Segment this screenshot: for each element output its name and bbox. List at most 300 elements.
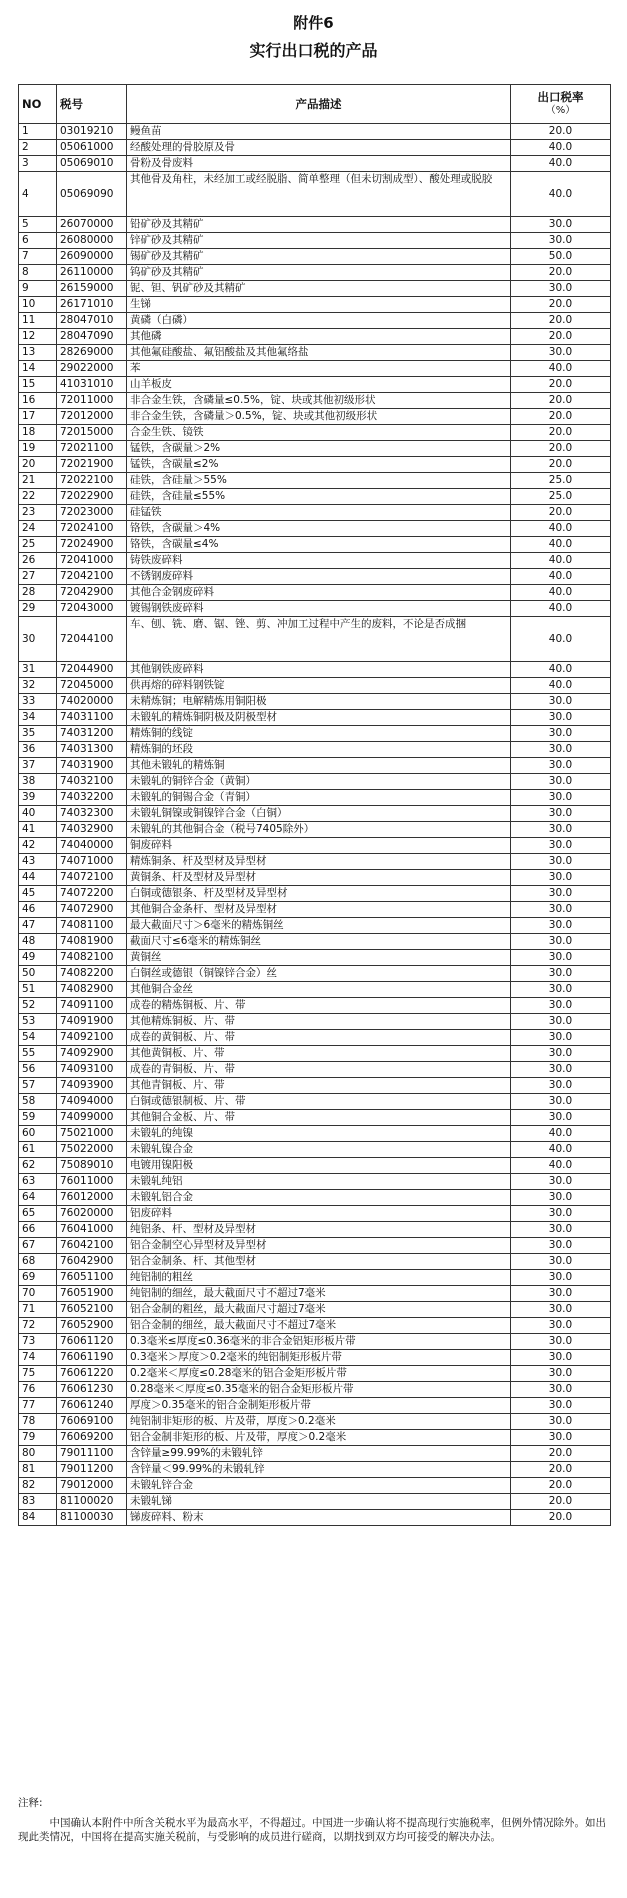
row-rate: 30.0 bbox=[511, 1302, 611, 1318]
row-no: 69 bbox=[19, 1270, 57, 1286]
row-rate: 40.0 bbox=[511, 1158, 611, 1174]
row-rate: 30.0 bbox=[511, 1094, 611, 1110]
row-no: 73 bbox=[19, 1334, 57, 1350]
row-code: 74082200 bbox=[57, 966, 127, 982]
row-description: 非合金生铁，含磷量≤0.5%，锭、块或其他初级形状 bbox=[127, 393, 511, 409]
row-description: 锌矿砂及其精矿 bbox=[127, 233, 511, 249]
row-rate: 40.0 bbox=[511, 1126, 611, 1142]
row-description: 经酸处理的骨胶原及骨 bbox=[127, 140, 511, 156]
row-code: 74072200 bbox=[57, 886, 127, 902]
row-no: 62 bbox=[19, 1158, 57, 1174]
row-rate: 25.0 bbox=[511, 489, 611, 505]
row-code: 74032900 bbox=[57, 822, 127, 838]
header-description: 产品描述 bbox=[127, 85, 511, 124]
table-row bbox=[19, 1270, 611, 1286]
row-rate: 40.0 bbox=[511, 553, 611, 569]
row-code: 72015000 bbox=[57, 425, 127, 441]
row-code: 74082900 bbox=[57, 982, 127, 998]
row-code: 74094000 bbox=[57, 1094, 127, 1110]
row-code: 26171010 bbox=[57, 297, 127, 313]
row-description: 铬铁，含碳量＞4% bbox=[127, 521, 511, 537]
table-row bbox=[19, 1398, 611, 1414]
table-row bbox=[19, 505, 611, 521]
table-row bbox=[19, 966, 611, 982]
row-code: 76042900 bbox=[57, 1254, 127, 1270]
table-row bbox=[19, 1430, 611, 1446]
row-description: 未精炼铜；电解精炼用铜阳极 bbox=[127, 694, 511, 710]
row-code: 75089010 bbox=[57, 1158, 127, 1174]
row-no: 39 bbox=[19, 790, 57, 806]
row-no: 50 bbox=[19, 966, 57, 982]
row-description: 钨矿砂及其精矿 bbox=[127, 265, 511, 281]
table-row bbox=[19, 281, 611, 297]
header-rate-label: 出口税率 bbox=[537, 90, 584, 104]
table-row bbox=[19, 1510, 611, 1526]
row-description: 硅锰铁 bbox=[127, 505, 511, 521]
row-no: 54 bbox=[19, 1030, 57, 1046]
row-description: 未锻轧纯铝 bbox=[127, 1174, 511, 1190]
row-description: 硅铁，含硅量≤55% bbox=[127, 489, 511, 505]
row-description: 铝合金制非矩形的板、片及带，厚度＞0.2毫米 bbox=[127, 1430, 511, 1446]
row-code: 28269000 bbox=[57, 345, 127, 361]
table-row bbox=[19, 918, 611, 934]
row-rate: 30.0 bbox=[511, 1398, 611, 1414]
row-description: 0.3毫米＞厚度＞0.2毫米的纯铝制矩形板片带 bbox=[127, 1350, 511, 1366]
header-rate-unit: （%） bbox=[545, 105, 576, 116]
row-rate: 40.0 bbox=[511, 678, 611, 694]
table-row bbox=[19, 601, 611, 617]
row-code: 28047090 bbox=[57, 329, 127, 345]
row-code: 72021100 bbox=[57, 441, 127, 457]
row-no: 60 bbox=[19, 1126, 57, 1142]
row-code: 72042900 bbox=[57, 585, 127, 601]
row-description: 黄铜丝 bbox=[127, 950, 511, 966]
row-no: 49 bbox=[19, 950, 57, 966]
table-row bbox=[19, 1222, 611, 1238]
row-rate: 30.0 bbox=[511, 1270, 611, 1286]
table-row bbox=[19, 233, 611, 249]
row-description: 其他氟硅酸盐、氟铝酸盐及其他氟络盐 bbox=[127, 345, 511, 361]
table-row bbox=[19, 854, 611, 870]
row-no: 57 bbox=[19, 1078, 57, 1094]
row-no: 79 bbox=[19, 1430, 57, 1446]
row-rate: 30.0 bbox=[511, 1334, 611, 1350]
row-description: 其他精炼铜板、片、带 bbox=[127, 1014, 511, 1030]
table-row bbox=[19, 124, 611, 140]
row-code: 76051900 bbox=[57, 1286, 127, 1302]
row-code: 74031200 bbox=[57, 726, 127, 742]
table-row bbox=[19, 1014, 611, 1030]
row-no: 8 bbox=[19, 265, 57, 281]
table-row bbox=[19, 982, 611, 998]
row-no: 29 bbox=[19, 601, 57, 617]
header-code: 税号 bbox=[57, 85, 127, 124]
row-description: 山羊板皮 bbox=[127, 377, 511, 393]
row-rate: 30.0 bbox=[511, 854, 611, 870]
table-row bbox=[19, 774, 611, 790]
row-no: 56 bbox=[19, 1062, 57, 1078]
row-rate: 30.0 bbox=[511, 1046, 611, 1062]
table-row bbox=[19, 249, 611, 265]
row-no: 55 bbox=[19, 1046, 57, 1062]
row-description: 纯铝条、杆、型材及异型材 bbox=[127, 1222, 511, 1238]
row-no: 78 bbox=[19, 1414, 57, 1430]
row-code: 74092100 bbox=[57, 1030, 127, 1046]
row-code: 72043000 bbox=[57, 601, 127, 617]
table-row bbox=[19, 1238, 611, 1254]
row-code: 05069090 bbox=[57, 172, 127, 217]
row-code: 74099000 bbox=[57, 1110, 127, 1126]
row-rate: 30.0 bbox=[511, 281, 611, 297]
row-no: 3 bbox=[19, 156, 57, 172]
row-code: 72024900 bbox=[57, 537, 127, 553]
table-row bbox=[19, 886, 611, 902]
row-code: 75021000 bbox=[57, 1126, 127, 1142]
table-row bbox=[19, 1382, 611, 1398]
row-no: 14 bbox=[19, 361, 57, 377]
row-code: 74081100 bbox=[57, 918, 127, 934]
table-row bbox=[19, 1254, 611, 1270]
row-no: 34 bbox=[19, 710, 57, 726]
row-rate: 20.0 bbox=[511, 1446, 611, 1462]
row-code: 74091100 bbox=[57, 998, 127, 1014]
table-row bbox=[19, 1366, 611, 1382]
row-description: 未锻轧的其他铜合金（税号7405除外） bbox=[127, 822, 511, 838]
row-description: 不锈钢废碎料 bbox=[127, 569, 511, 585]
row-description: 其他未锻轧的精炼铜 bbox=[127, 758, 511, 774]
table-row bbox=[19, 489, 611, 505]
row-rate: 20.0 bbox=[511, 297, 611, 313]
row-code: 05061000 bbox=[57, 140, 127, 156]
row-description: 铅矿砂及其精矿 bbox=[127, 217, 511, 233]
row-code: 72012000 bbox=[57, 409, 127, 425]
row-rate: 30.0 bbox=[511, 886, 611, 902]
table-row bbox=[19, 934, 611, 950]
note-label: 注释: bbox=[18, 1797, 43, 1809]
row-description: 生锑 bbox=[127, 297, 511, 313]
table-row bbox=[19, 617, 611, 662]
row-description: 最大截面尺寸＞6毫米的精炼铜丝 bbox=[127, 918, 511, 934]
table-row bbox=[19, 393, 611, 409]
table-body bbox=[19, 124, 611, 1526]
row-description: 铬铁，含碳量≤4% bbox=[127, 537, 511, 553]
row-rate: 30.0 bbox=[511, 1238, 611, 1254]
row-rate: 20.0 bbox=[511, 409, 611, 425]
row-code: 74081900 bbox=[57, 934, 127, 950]
table-row bbox=[19, 1446, 611, 1462]
row-no: 22 bbox=[19, 489, 57, 505]
row-no: 75 bbox=[19, 1366, 57, 1382]
table-row bbox=[19, 297, 611, 313]
row-description: 车、刨、铣、磨、锯、锉、剪、冲加工过程中产生的废料，不论是否成捆 bbox=[127, 617, 511, 662]
table-row bbox=[19, 1030, 611, 1046]
row-no: 38 bbox=[19, 774, 57, 790]
row-description: 白铜或德银制板、片、带 bbox=[127, 1094, 511, 1110]
row-no: 47 bbox=[19, 918, 57, 934]
row-description: 厚度＞0.35毫米的铝合金制矩形板片带 bbox=[127, 1398, 511, 1414]
row-code: 72042100 bbox=[57, 569, 127, 585]
table-row bbox=[19, 838, 611, 854]
row-no: 81 bbox=[19, 1462, 57, 1478]
row-description: 未锻轧锑 bbox=[127, 1494, 511, 1510]
document-title: 实行出口税的产品 bbox=[249, 41, 378, 60]
table-row bbox=[19, 1494, 611, 1510]
row-code: 72021900 bbox=[57, 457, 127, 473]
row-description: 锑废碎料、粉末 bbox=[127, 1510, 511, 1526]
row-description: 铝合金制条、杆、其他型材 bbox=[127, 1254, 511, 1270]
table-row bbox=[19, 457, 611, 473]
table-row bbox=[19, 870, 611, 886]
row-description: 其他合金钢废碎料 bbox=[127, 585, 511, 601]
row-code: 74032100 bbox=[57, 774, 127, 790]
row-description: 锡矿砂及其精矿 bbox=[127, 249, 511, 265]
table-row bbox=[19, 1126, 611, 1142]
row-no: 46 bbox=[19, 902, 57, 918]
row-code: 75022000 bbox=[57, 1142, 127, 1158]
table-row bbox=[19, 409, 611, 425]
row-no: 10 bbox=[19, 297, 57, 313]
row-description: 铌、钽、钒矿砂及其精矿 bbox=[127, 281, 511, 297]
row-no: 72 bbox=[19, 1318, 57, 1334]
table-row bbox=[19, 361, 611, 377]
note-section bbox=[18, 1796, 610, 1844]
row-no: 76 bbox=[19, 1382, 57, 1398]
row-description: 未锻轧的精炼铜阴极及阴极型材 bbox=[127, 710, 511, 726]
table-row bbox=[19, 1094, 611, 1110]
row-code: 81100030 bbox=[57, 1510, 127, 1526]
table-row bbox=[19, 156, 611, 172]
table-row bbox=[19, 569, 611, 585]
row-no: 74 bbox=[19, 1350, 57, 1366]
row-no: 30 bbox=[19, 617, 57, 662]
row-rate: 20.0 bbox=[511, 329, 611, 345]
row-description: 铝合金制的细丝，最大截面尺寸不超过7毫米 bbox=[127, 1318, 511, 1334]
row-rate: 30.0 bbox=[511, 790, 611, 806]
row-rate: 20.0 bbox=[511, 1462, 611, 1478]
row-description: 未锻轧的铜锡合金（青铜） bbox=[127, 790, 511, 806]
row-code: 76052100 bbox=[57, 1302, 127, 1318]
table-row bbox=[19, 790, 611, 806]
row-code: 74032200 bbox=[57, 790, 127, 806]
row-rate: 40.0 bbox=[511, 601, 611, 617]
row-code: 76051100 bbox=[57, 1270, 127, 1286]
row-rate: 20.0 bbox=[511, 441, 611, 457]
row-description: 骨粉及骨废料 bbox=[127, 156, 511, 172]
row-no: 9 bbox=[19, 281, 57, 297]
row-description: 非合金生铁，含磷量＞0.5%，锭、块或其他初级形状 bbox=[127, 409, 511, 425]
row-code: 72045000 bbox=[57, 678, 127, 694]
row-no: 41 bbox=[19, 822, 57, 838]
row-no: 44 bbox=[19, 870, 57, 886]
row-code: 76041000 bbox=[57, 1222, 127, 1238]
row-description: 纯铝制的细丝，最大截面尺寸不超过7毫米 bbox=[127, 1286, 511, 1302]
table-row bbox=[19, 537, 611, 553]
table-row bbox=[19, 521, 611, 537]
row-no: 65 bbox=[19, 1206, 57, 1222]
row-no: 5 bbox=[19, 217, 57, 233]
row-no: 43 bbox=[19, 854, 57, 870]
row-description: 未锻轧锌合金 bbox=[127, 1478, 511, 1494]
row-code: 74072100 bbox=[57, 870, 127, 886]
table-row bbox=[19, 1206, 611, 1222]
row-no: 32 bbox=[19, 678, 57, 694]
row-no: 83 bbox=[19, 1494, 57, 1510]
row-description: 其他黄铜板、片、带 bbox=[127, 1046, 511, 1062]
row-rate: 30.0 bbox=[511, 1430, 611, 1446]
row-rate: 30.0 bbox=[511, 1382, 611, 1398]
row-rate: 30.0 bbox=[511, 1286, 611, 1302]
row-rate: 25.0 bbox=[511, 473, 611, 489]
row-code: 74093100 bbox=[57, 1062, 127, 1078]
row-rate: 40.0 bbox=[511, 537, 611, 553]
row-code: 05069010 bbox=[57, 156, 127, 172]
table-row bbox=[19, 1462, 611, 1478]
row-no: 80 bbox=[19, 1446, 57, 1462]
table-row bbox=[19, 1478, 611, 1494]
row-description: 白铜丝或德银（铜镍锌合金）丝 bbox=[127, 966, 511, 982]
table-row bbox=[19, 662, 611, 678]
row-description: 其他磷 bbox=[127, 329, 511, 345]
row-rate: 40.0 bbox=[511, 172, 611, 217]
row-no: 71 bbox=[19, 1302, 57, 1318]
row-description: 黄磷（白磷） bbox=[127, 313, 511, 329]
row-description: 未锻轧的铜锌合金（黄铜） bbox=[127, 774, 511, 790]
row-code: 72022100 bbox=[57, 473, 127, 489]
row-code: 74072900 bbox=[57, 902, 127, 918]
row-description: 其他铜合金板、片、带 bbox=[127, 1110, 511, 1126]
table-row bbox=[19, 726, 611, 742]
row-description: 纯铝制非矩形的板、片及带，厚度＞0.2毫米 bbox=[127, 1414, 511, 1430]
row-code: 79011100 bbox=[57, 1446, 127, 1462]
row-no: 28 bbox=[19, 585, 57, 601]
row-no: 42 bbox=[19, 838, 57, 854]
table-row bbox=[19, 1158, 611, 1174]
table-row bbox=[19, 585, 611, 601]
row-rate: 30.0 bbox=[511, 1174, 611, 1190]
row-rate: 30.0 bbox=[511, 1078, 611, 1094]
row-no: 25 bbox=[19, 537, 57, 553]
table-row bbox=[19, 172, 611, 217]
row-no: 17 bbox=[19, 409, 57, 425]
row-description: 锰铁，含碳量≤2% bbox=[127, 457, 511, 473]
row-description: 铸铁废碎料 bbox=[127, 553, 511, 569]
row-description: 白铜或德银条、杆及型材及异型材 bbox=[127, 886, 511, 902]
row-rate: 30.0 bbox=[511, 774, 611, 790]
row-no: 7 bbox=[19, 249, 57, 265]
table-row bbox=[19, 1302, 611, 1318]
row-code: 79011200 bbox=[57, 1462, 127, 1478]
row-rate: 30.0 bbox=[511, 1030, 611, 1046]
row-code: 76042100 bbox=[57, 1238, 127, 1254]
row-code: 76011000 bbox=[57, 1174, 127, 1190]
row-description: 供再熔的碎料钢铁锭 bbox=[127, 678, 511, 694]
row-rate: 30.0 bbox=[511, 1062, 611, 1078]
row-rate: 30.0 bbox=[511, 694, 611, 710]
row-code: 26159000 bbox=[57, 281, 127, 297]
row-code: 41031010 bbox=[57, 377, 127, 393]
table-row bbox=[19, 425, 611, 441]
row-code: 72023000 bbox=[57, 505, 127, 521]
row-rate: 30.0 bbox=[511, 1222, 611, 1238]
row-code: 76061120 bbox=[57, 1334, 127, 1350]
row-rate: 40.0 bbox=[511, 569, 611, 585]
table-row bbox=[19, 1174, 611, 1190]
row-description: 0.2毫米＜厚度≤0.28毫米的铝合金矩形板片带 bbox=[127, 1366, 511, 1382]
row-no: 35 bbox=[19, 726, 57, 742]
row-code: 74091900 bbox=[57, 1014, 127, 1030]
row-rate: 40.0 bbox=[511, 156, 611, 172]
row-no: 52 bbox=[19, 998, 57, 1014]
row-rate: 20.0 bbox=[511, 393, 611, 409]
row-no: 31 bbox=[19, 662, 57, 678]
row-description: 含锌量＜99.99%的未锻轧锌 bbox=[127, 1462, 511, 1478]
row-code: 76061190 bbox=[57, 1350, 127, 1366]
row-description: 其他钢铁废碎料 bbox=[127, 662, 511, 678]
table-row bbox=[19, 1350, 611, 1366]
row-rate: 20.0 bbox=[511, 457, 611, 473]
row-description: 精炼铜条、杆及型材及异型材 bbox=[127, 854, 511, 870]
row-code: 74031100 bbox=[57, 710, 127, 726]
table-row bbox=[19, 553, 611, 569]
row-rate: 20.0 bbox=[511, 265, 611, 281]
row-no: 53 bbox=[19, 1014, 57, 1030]
table-row bbox=[19, 1078, 611, 1094]
row-description: 其他铜合金丝 bbox=[127, 982, 511, 998]
row-description: 未锻轧镍合金 bbox=[127, 1142, 511, 1158]
row-no: 84 bbox=[19, 1510, 57, 1526]
row-description: 纯铝制的粗丝 bbox=[127, 1270, 511, 1286]
row-rate: 30.0 bbox=[511, 822, 611, 838]
row-code: 76061220 bbox=[57, 1366, 127, 1382]
row-description: 黄铜条、杆及型材及异型材 bbox=[127, 870, 511, 886]
table-row bbox=[19, 1334, 611, 1350]
row-description: 其他青铜板、片、带 bbox=[127, 1078, 511, 1094]
row-code: 76061230 bbox=[57, 1382, 127, 1398]
row-no: 37 bbox=[19, 758, 57, 774]
row-no: 6 bbox=[19, 233, 57, 249]
row-rate: 30.0 bbox=[511, 345, 611, 361]
row-no: 48 bbox=[19, 934, 57, 950]
row-code: 76052900 bbox=[57, 1318, 127, 1334]
row-no: 70 bbox=[19, 1286, 57, 1302]
table-row bbox=[19, 1318, 611, 1334]
row-code: 28047010 bbox=[57, 313, 127, 329]
table-row bbox=[19, 441, 611, 457]
attachment-label: 附件6 bbox=[293, 14, 334, 32]
row-rate: 30.0 bbox=[511, 726, 611, 742]
table-row bbox=[19, 950, 611, 966]
row-rate: 30.0 bbox=[511, 1110, 611, 1126]
row-no: 61 bbox=[19, 1142, 57, 1158]
row-code: 74093900 bbox=[57, 1078, 127, 1094]
row-code: 76069200 bbox=[57, 1430, 127, 1446]
row-rate: 20.0 bbox=[511, 1478, 611, 1494]
table-row bbox=[19, 473, 611, 489]
row-description: 镀锡钢铁废碎料 bbox=[127, 601, 511, 617]
export-duty-table bbox=[18, 84, 611, 1526]
row-rate: 30.0 bbox=[511, 966, 611, 982]
row-description: 0.28毫米＜厚度≤0.35毫米的铝合金矩形板片带 bbox=[127, 1382, 511, 1398]
row-code: 26070000 bbox=[57, 217, 127, 233]
table-row bbox=[19, 313, 611, 329]
row-no: 77 bbox=[19, 1398, 57, 1414]
row-rate: 20.0 bbox=[511, 313, 611, 329]
row-rate: 30.0 bbox=[511, 902, 611, 918]
row-no: 12 bbox=[19, 329, 57, 345]
row-rate: 30.0 bbox=[511, 1414, 611, 1430]
row-rate: 30.0 bbox=[511, 998, 611, 1014]
row-rate: 30.0 bbox=[511, 742, 611, 758]
